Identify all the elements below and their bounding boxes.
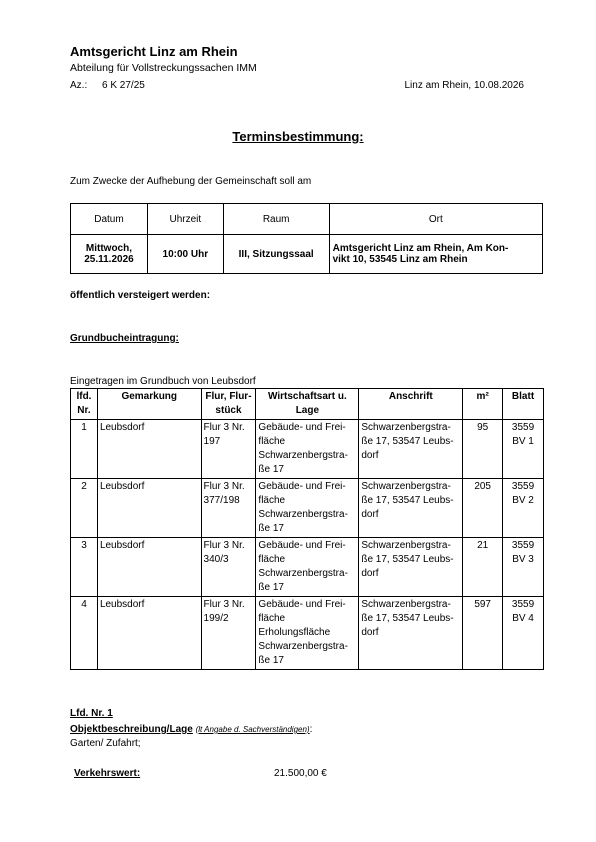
cell-line: Schwarzenbergstra- <box>258 509 348 520</box>
table-header-row <box>71 389 544 420</box>
header-m2 <box>463 389 503 420</box>
cell-lfd-nr: 4 <box>71 597 98 670</box>
cell-anschrift <box>359 597 463 670</box>
cell-line: ße 17, 53547 Leubs- <box>361 495 454 506</box>
land-register-table <box>70 388 544 670</box>
cell-line: ße 17 <box>258 464 284 475</box>
cell-blatt <box>503 420 544 479</box>
auction-statement: öffentlich versteigert werden: <box>70 290 211 301</box>
court-name: Amtsgericht Linz am Rhein <box>70 44 238 59</box>
cell-lfd-nr: 2 <box>71 479 98 538</box>
header-line: lfd. <box>76 391 92 402</box>
cell-line: fläche <box>258 436 286 447</box>
cell-line: dorf <box>361 568 379 579</box>
location-line: vikt 10, 53545 Linz am Rhein <box>332 254 468 265</box>
cell-line: ße 17 <box>258 655 284 666</box>
location-line: Amtsgericht Linz am Rhein, Am Kon- <box>332 243 509 254</box>
cell-line: 3559 <box>511 599 535 610</box>
header-ort: Ort <box>329 204 542 235</box>
cell-m2: 205 <box>463 479 503 538</box>
cell-line: ße 17, 53547 Leubs- <box>361 554 454 565</box>
header-anschrift <box>359 389 463 420</box>
object-description-colon: : <box>309 724 313 735</box>
cell-m2: 21 <box>463 538 503 597</box>
intro-text: Zum Zwecke der Aufhebung der Gemeinschaft soll am <box>70 176 312 187</box>
cell-wirtschaftsart <box>256 597 359 670</box>
header-line: m² <box>476 391 489 402</box>
header-raum: Raum <box>223 204 329 235</box>
case-number-label: Az.: <box>70 80 88 91</box>
land-register-heading: Grundbucheintragung: <box>70 333 179 344</box>
table-row <box>71 420 544 479</box>
cell-line: 340/3 <box>203 554 229 565</box>
header-line: Gemarkung <box>121 391 178 402</box>
cell-line: 3559 <box>511 481 535 492</box>
appointment-room: III, Sitzungssaal <box>223 235 329 274</box>
cell-line: Schwarzenbergstra- <box>258 450 348 461</box>
cell-line: ße 17 <box>258 523 284 534</box>
cell-line: Flur 3 Nr. <box>203 422 245 433</box>
cell-blatt <box>503 597 544 670</box>
cell-line: ße 17, 53547 Leubs- <box>361 436 454 447</box>
header-line: Flur, Flur- <box>205 391 252 402</box>
cell-line: 3559 <box>511 422 535 433</box>
object-description-label: Objektbeschreibung/Lage <box>70 724 193 735</box>
cell-line: Schwarzenbergstra- <box>258 641 348 652</box>
cell-blatt <box>503 479 544 538</box>
header-line: Wirtschaftsart u. <box>267 391 347 402</box>
cell-anschrift <box>359 420 463 479</box>
cell-line: Schwarzenbergstra- <box>361 481 451 492</box>
header-line: Blatt <box>511 391 535 402</box>
cell-line: Gebäude- und Frei- <box>258 422 346 433</box>
cell-line: 377/198 <box>203 495 240 506</box>
cell-wirtschaftsart <box>256 479 359 538</box>
cell-line: fläche <box>258 495 286 506</box>
cell-line: 197 <box>203 436 221 447</box>
cell-blatt <box>503 538 544 597</box>
cell-wirtschaftsart <box>256 420 359 479</box>
cell-lfd-nr: 3 <box>71 538 98 597</box>
cell-gemarkung: Leubsdorf <box>97 538 201 597</box>
cell-line: Schwarzenbergstra- <box>361 599 451 610</box>
cell-line: Gebäude- und Frei- <box>258 599 346 610</box>
cell-line: ße 17 <box>258 582 284 593</box>
table-row <box>71 479 544 538</box>
cell-line: BV 3 <box>512 554 534 565</box>
cell-lfd-nr: 1 <box>71 420 98 479</box>
cell-flur <box>201 538 256 597</box>
header-line: stück <box>215 405 242 416</box>
cell-flur <box>201 597 256 670</box>
cell-gemarkung: Leubsdorf <box>97 420 201 479</box>
cell-line: Flur 3 Nr. <box>203 481 245 492</box>
cell-gemarkung: Leubsdorf <box>97 597 201 670</box>
appointment-table <box>70 203 543 274</box>
appointment-weekday: Mittwoch, <box>85 243 132 254</box>
cell-line: fläche <box>258 554 286 565</box>
cell-line: ße 17, 53547 Leubs- <box>361 613 454 624</box>
cell-line: Gebäude- und Frei- <box>258 481 346 492</box>
object-description-note: (lt Angabe d. Sachverständigen) <box>195 725 310 734</box>
header-gemarkung <box>97 389 201 420</box>
header-line: Nr. <box>77 405 91 416</box>
cell-line: fläche <box>258 613 286 624</box>
object-description-heading <box>70 724 312 735</box>
header-lfd-nr <box>71 389 98 420</box>
cell-line: dorf <box>361 509 379 520</box>
cell-gemarkung: Leubsdorf <box>97 479 201 538</box>
cell-anschrift <box>359 538 463 597</box>
cell-line: BV 2 <box>512 495 534 506</box>
appointment-location <box>329 235 542 274</box>
cell-line: BV 4 <box>512 613 534 624</box>
cell-line: Gebäude- und Frei- <box>258 540 346 551</box>
appointment-time: 10:00 Uhr <box>147 235 223 274</box>
header-flur <box>201 389 256 420</box>
cell-line: 199/2 <box>203 613 229 624</box>
market-value-label: Verkehrswert: <box>74 768 141 779</box>
cell-flur <box>201 479 256 538</box>
case-number <box>70 80 145 91</box>
cell-m2: 597 <box>463 597 503 670</box>
place-date: Linz am Rhein, 10.08.2026 <box>404 80 524 91</box>
cell-line: Schwarzenbergstra- <box>258 568 348 579</box>
table-row <box>71 538 544 597</box>
appointment-day: 25.11.2026 <box>84 254 134 265</box>
cell-line: BV 1 <box>512 436 534 447</box>
header-line: Lage <box>295 405 320 416</box>
document-title: Terminsbestimmung: <box>232 129 364 144</box>
cell-line: dorf <box>361 450 379 461</box>
case-number-value: 6 K 27/25 <box>102 80 145 91</box>
appointment-date <box>71 235 148 274</box>
header-line: Anschrift <box>388 391 433 402</box>
cell-line: Flur 3 Nr. <box>203 540 245 551</box>
department: Abteilung für Vollstreckungssachen IMM <box>70 62 257 74</box>
cell-anschrift <box>359 479 463 538</box>
cell-line: Schwarzenbergstra- <box>361 540 451 551</box>
cell-line: Schwarzenbergstra- <box>361 422 451 433</box>
cell-wirtschaftsart <box>256 538 359 597</box>
cell-line: Flur 3 Nr. <box>203 599 245 610</box>
cell-m2: 95 <box>463 420 503 479</box>
market-value: 21.500,00 € <box>274 768 327 779</box>
header-datum: Datum <box>71 204 148 235</box>
header-blatt <box>503 389 544 420</box>
header-wirtschaftsart <box>256 389 359 420</box>
cell-line: 3559 <box>511 540 535 551</box>
land-register-intro: Eingetragen im Grundbuch von Leubsdorf <box>70 376 256 387</box>
table-row <box>71 597 544 670</box>
cell-line: dorf <box>361 627 379 638</box>
cell-flur <box>201 420 256 479</box>
object-description-text: Garten/ Zufahrt; <box>70 738 141 749</box>
cell-line: Erholungsfläche <box>258 627 331 638</box>
lfd-number-title: Lfd. Nr. 1 <box>70 708 113 719</box>
header-uhrzeit: Uhrzeit <box>147 204 223 235</box>
